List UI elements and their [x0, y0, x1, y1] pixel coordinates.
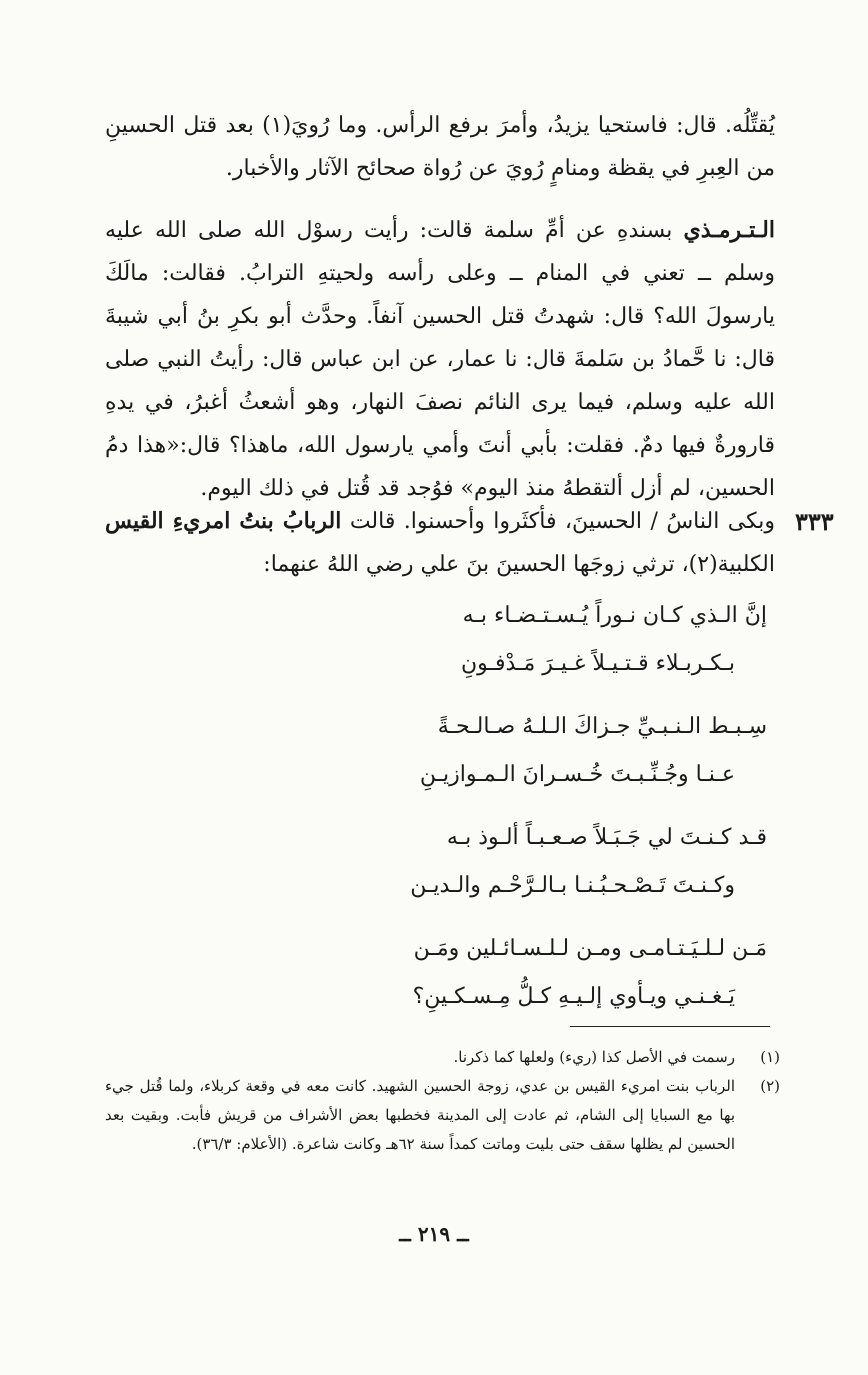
footnote-text: رسمت في الأصل كذا (ريء) ولعلها كما ذكرنا.: [453, 1048, 735, 1066]
source-name: الـتـرمـذي: [683, 217, 775, 243]
poem-verse: [105, 592, 775, 688]
verse-first-hemistich: سِـبـط الـنـبـيِّ جـزاكَ الـلـهُ صـالـحـةً: [437, 714, 767, 739]
verse-second-hemistich: يَـغـنـي ويـأوي إلـيـهِ كـلُّ مِـسـكـينِ؟: [412, 984, 735, 1009]
footnote-text: الرباب بنت امريء القيس بن عدي، زوجة الحسين الشهيد. كانت معه في وقعة كربلاء، ولما قُتل جيء بها مع السبايا إلى الشام، ثم عادت إلى المدينة فخطبها بعض الأشراف من قريش فأبت. وبقيت بعد الحسين لم يظلها سقف حتى بليت وماتت كمداً سنة ٦٢هـ وكانت شاعرة. (الأعلام: ٣٦/٣).: [105, 1077, 735, 1153]
poet-name: الربابُ بنتُ امريءِ القيس: [105, 508, 342, 534]
poem-verse: [105, 703, 775, 799]
verse-first-hemistich: مَـن لـلـيَـتـامـى ومـن لـلـسـائـلين ومَـن: [413, 936, 767, 961]
verse-first-hemistich: إنَّ الـذي كـان نـوراً يُـسـتـضـاء بـه: [462, 603, 767, 628]
page-number: ــ ٢١٩ ــ: [399, 1222, 469, 1246]
verse-second-hemistich: عـنـا وجُـنِّـبـتَ خُـسـرانَ الـمـوازيـنِ: [419, 762, 735, 787]
footnote: [105, 1043, 780, 1072]
intro-text-before: وبكى الناسُ / الحسينَ، فأكثَروا وأحسنوا. قالت: [341, 509, 775, 534]
elegy-poem: [105, 592, 775, 1036]
poem-verse: [105, 925, 775, 1021]
verse-second-hemistich: وكـنـتَ تَـصْـحـبُـنـا بـالـرَّحْـم والـديـن: [410, 873, 735, 898]
paragraph-continuation: [105, 104, 775, 190]
section-number: ٣٣٣: [795, 507, 834, 536]
footnote-divider: [570, 1026, 770, 1027]
footnote-number: (٢): [760, 1077, 780, 1095]
footnote: [105, 1072, 780, 1159]
verse-first-hemistich: قـد كـنـتَ لي جَـبَـلاً صـعـبـاً ألـوذ بـه: [446, 825, 767, 850]
paragraph-text: بسندهِ عن أمِّ سلمة قالت: رأيت رسوْل الله صلى الله عليه وسلم ــ تعني في المنام ــ وعلى رأسه ولحيتهِ الترابُ. فقالت: مالَكَ يارسولَ الله؟ قال: شهدتُ قتل الحسين آنفاً. وحدَّث أبو بكرِ بنُ أبي شيبةَ قال: نا حَّمادُ بن سَلمةَ قال: نا عمار، عن ابن عباس قال: رأيتُ النبي صلى الله عليه وسلم، فيما يرى النائم نصفَ النهار، وهو أشعثُ أغبرُ، في يدهِ قارورةٌ فيها دمٌ. فقلت: بأبي أنتَ وأمي يارسول الله، ماهذا؟ قال:«هذا دمُ الحسين، لم أزل ألتقطهُ منذ اليوم» فوُجد قد قُتل في ذلك اليوم.: [105, 218, 775, 501]
poem-verse: [105, 814, 775, 910]
verse-second-hemistich: بـكـربـلاء قـتـيـلاً غـيـرَ مَـدْفـونِ: [460, 651, 735, 676]
footnotes: [105, 1043, 780, 1159]
paragraph-tirmidhi: [105, 209, 775, 510]
intro-text-after: الكلبية(٢)، ترثي زوجَها الحسينَ بنَ علي رضي اللهُ عنهما:: [263, 552, 775, 577]
section-intro: [105, 500, 775, 586]
paragraph-text: يُقتِّلُه. قال: فاستحيا يزيدُ، وأمرَ برفع الرأس. وما رُويَ(١) بعد قتل الحسينِ من العِبرِ في يقظة ومنامٍ رُويَ عن رُواة صحائح الآثار والأخبار.: [105, 113, 775, 181]
footnote-number: (١): [760, 1048, 780, 1066]
